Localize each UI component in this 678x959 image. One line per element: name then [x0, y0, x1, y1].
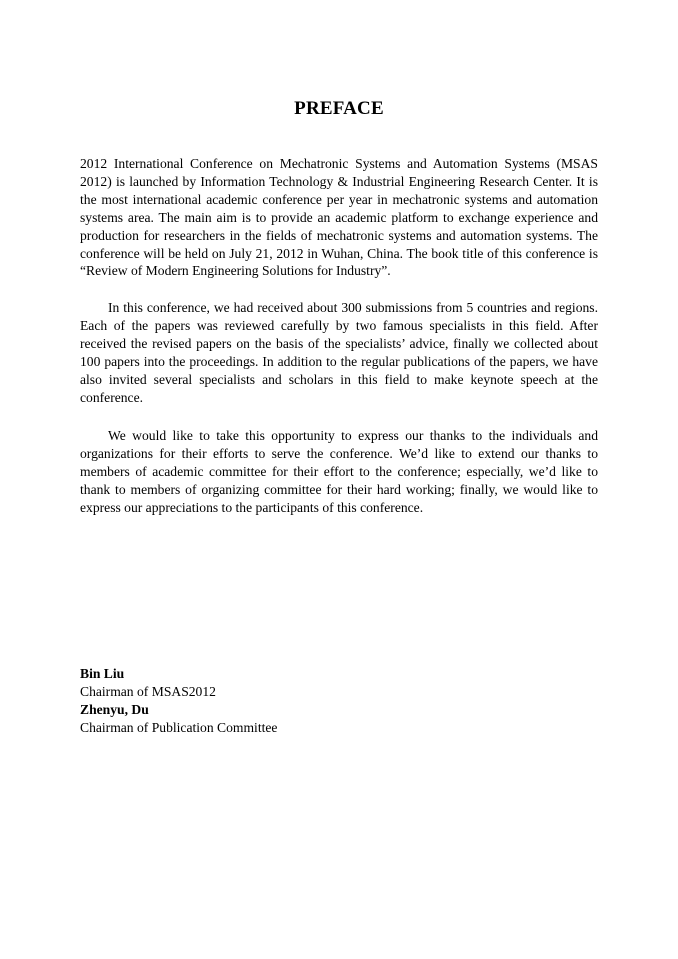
page-title: PREFACE [294, 98, 384, 119]
signature-name-publication: Zhenyu, Du [80, 701, 149, 717]
paragraph-submissions: In this conference, we had received about 300 submissions from 5 countries and regions. Each of the papers was reviewed carefully by two famous specialists in this field. After received the revised papers on the basis of the specialists’ advice, finally we collected about 100 papers into the proceedings. In addition to the regular publications of the papers, we have also invited several specialists and scholars in this field to make keynote speech at the conference. [80, 300, 598, 405]
signature-role-publication: Chairman of Publication Committee [80, 719, 278, 735]
paragraph-intro: 2012 International Conference on Mechatronic Systems and Automation Systems (MSAS 2012) is launched by Information Technology & Industrial Engineering Research Center. It is the most international academic conference per year in mechatronic systems and automation systems area. The main aim is to provide an academic platform to exchange experience and production for researchers in the fields of mechatronic systems and automation systems. The conference will be held on July 21, 2012 in Wuhan, China. The book title of this conference is “Review of Modern Engineering Solutions for Industry”. [80, 156, 598, 279]
signature-name-chairman: Bin Liu [80, 666, 125, 681]
signature-block [80, 665, 480, 737]
signature-role-chairman: Chairman of MSAS2012 [80, 683, 216, 699]
paragraph-thanks: We would like to take this opportunity to express our thanks to the individuals and organizations for their efforts to serve the conference. We’d like to extend our thanks to members of academic committee for their effort to the conference; especially, we’d like to thank to members of organizing committee for their hard working; finally, we would like to express our appreciations to the participants of this conference. [80, 428, 598, 515]
